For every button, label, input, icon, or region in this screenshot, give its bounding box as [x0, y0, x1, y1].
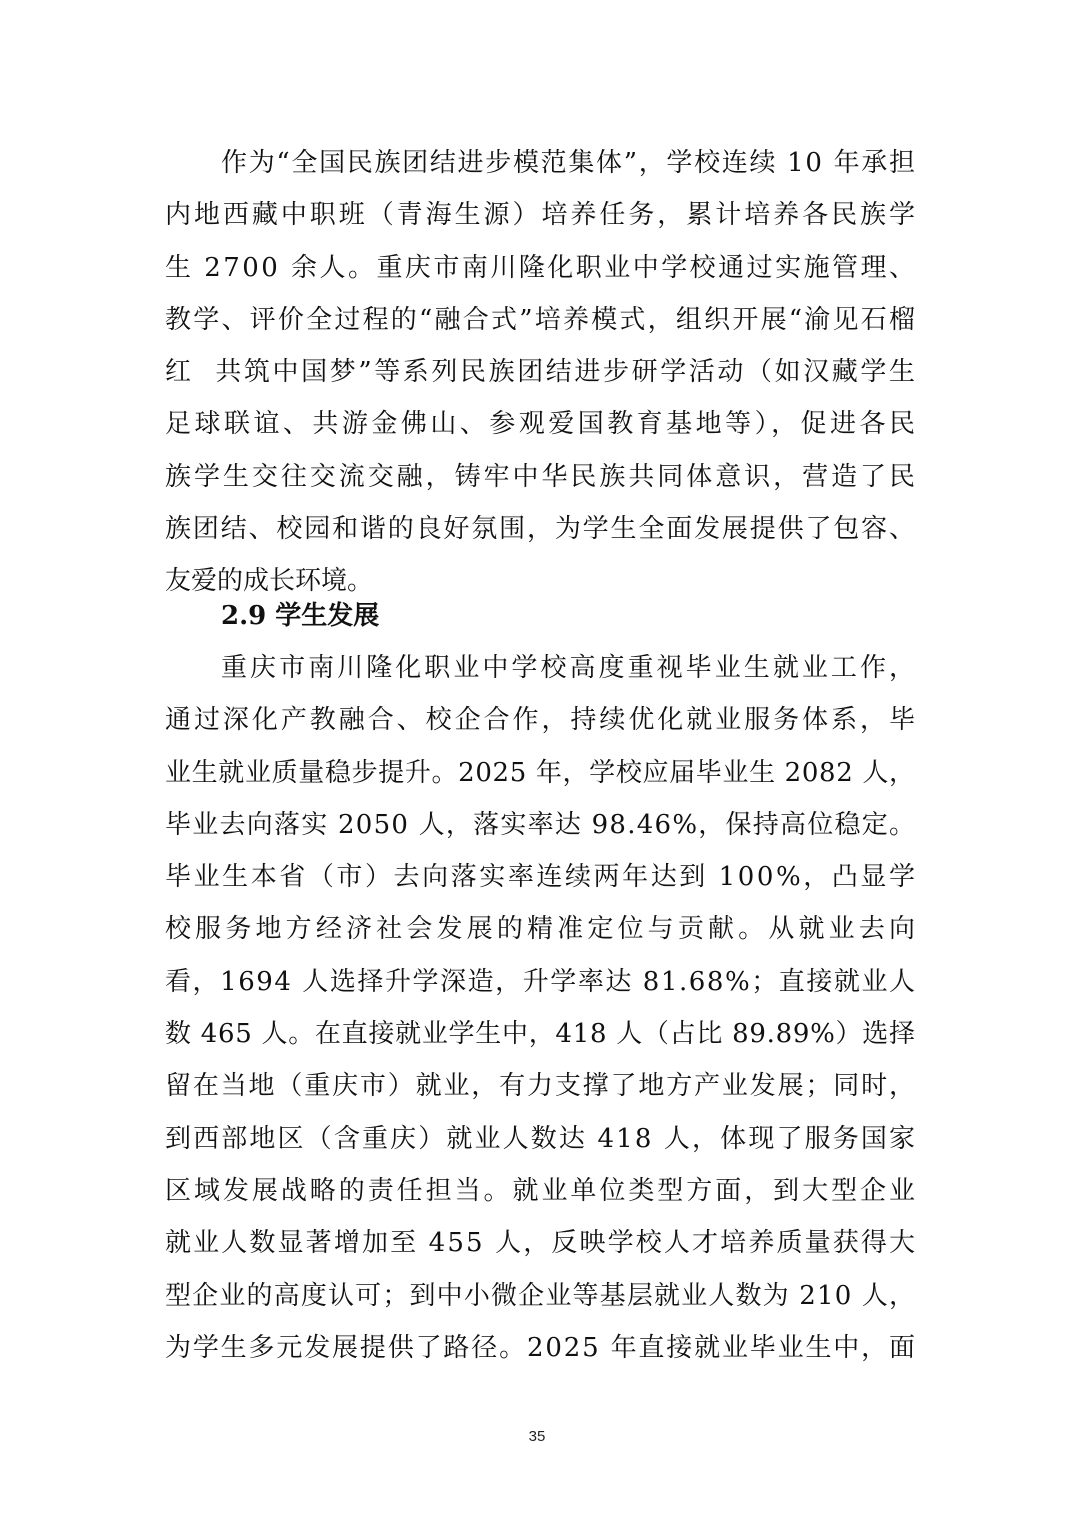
paragraph-line: 作为“全国民族团结进步模范集体”，学校连续 10 年承担: [221, 148, 917, 178]
paragraph-line: 看，1694 人选择升学深造，升学率达 81.68%；直接就业人: [165, 966, 917, 997]
paragraph-line: 足球联谊、共游金佛山、参观爱国教育基地等），促进各民: [165, 409, 919, 440]
paragraph-line: 留在当地（重庆市）就业，有力支撑了地方产业发展；同时，: [165, 1071, 917, 1102]
paragraph-line: 到西部地区（含重庆）就业人数达 418 人，体现了服务国家: [165, 1123, 918, 1154]
paragraph-line: 毕业生本省（市）去向落实率连续两年达到 100%，凸显学: [165, 862, 918, 893]
paragraph-line: 数 465 人。在直接就业学生中，418 人（占比 89.89%）选择: [165, 1019, 916, 1050]
paragraph-student-development: [165, 642, 920, 1374]
paragraph-line: 为学生多元发展提供了路径。2025 年直接就业毕业生中，面: [165, 1332, 917, 1363]
paragraph-line: 红 共筑中国梦”等系列民族团结进步研学活动（如汉藏学生: [165, 357, 918, 388]
paragraph-line: 族团结、校园和谐的良好氛围，为学生全面发展提供了包容、: [165, 514, 917, 545]
paragraph-line: 就业人数显著增加至 455 人，反映学校人才培养质量获得大: [165, 1228, 918, 1259]
paragraph-line: 业生就业质量稳步提升。2025 年，学校应届毕业生 2082 人，: [165, 757, 916, 788]
section-heading: 2.9 学生发展: [221, 601, 380, 631]
paragraph-line: 重庆市南川隆化职业中学校高度重视毕业生就业工作，: [221, 653, 919, 683]
paragraph-line: 校服务地方经济社会发展的精准定位与贡献。从就业去向: [165, 914, 920, 945]
paragraph-line: 区域发展战略的责任担当。就业单位类型方面，到大型企业: [165, 1175, 918, 1206]
paragraph-line: 内地西藏中职班（青海生源）培养任务，累计培养各民族学: [165, 200, 918, 231]
paragraph-line: 毕业去向落实 2050 人，落实率达 98.46%，保持高位稳定。: [165, 809, 917, 840]
paragraph-line: 通过深化产教融合、校企合作，持续优化就业服务体系，毕: [165, 705, 918, 736]
paragraph-line: 族学生交往交流交融，铸牢中华民族共同体意识，营造了民: [165, 461, 918, 492]
paragraph-line: 生 2700 余人。重庆市南川隆化职业中学校通过实施管理、: [165, 252, 918, 283]
page-number: 35: [528, 1428, 546, 1445]
section-heading-block: [165, 590, 915, 642]
paragraph-line: 教学、评价全过程的“融合式”培养模式，组织开展“渝见石榴: [165, 304, 918, 335]
paragraph-line: 友爱的成长环境。: [165, 566, 374, 597]
paragraph-line: 型企业的高度认可；到中小微企业等基层就业人数为 210 人，: [165, 1280, 917, 1311]
paragraph-ethnic-unity: [165, 137, 919, 608]
